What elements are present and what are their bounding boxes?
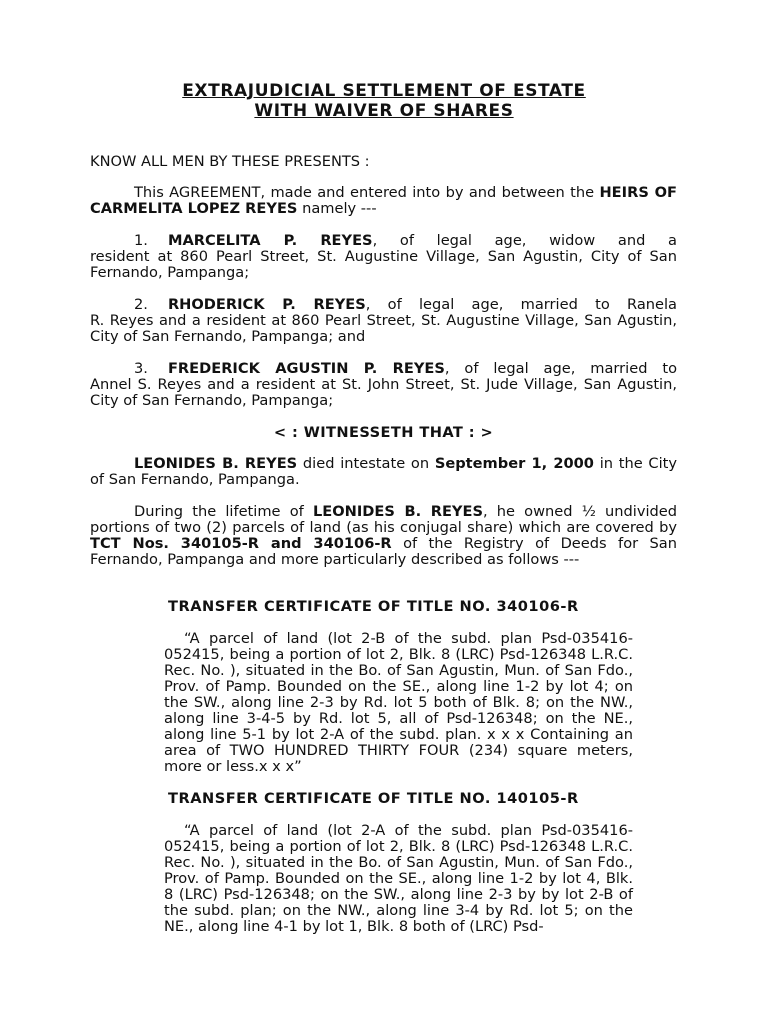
death-text-2: in the City of San Fernando, Pampanga. xyxy=(90,455,677,488)
agreement-paragraph xyxy=(90,185,677,217)
party-3-desc-line1: , of legal age, married to xyxy=(444,360,677,377)
lifetime-text-2: , he owned ½ undivided portions of two (2) parcels of land (as his conjugal share) which are covered by xyxy=(90,503,678,536)
death-paragraph xyxy=(90,456,677,488)
party-2-number: 2. xyxy=(134,296,148,313)
tct2-heading: TRANSFER CERTIFICATE OF TITLE NO. 140105-R xyxy=(168,790,579,807)
party-3-paragraph xyxy=(90,361,677,409)
tct1-text: “A parcel of land (lot 2-B of the subd. plan Psd-035416-052415, being a portion of lot 2, Blk. 8 (LRC) Psd-126348 L.R.C. Rec. No. ), situated in the Bo. of San Agustin, Mun. of San Fdo., Prov. of Pamp. Bounded on the SE., along line 1-2 by lot 4; on the SW., along line 2-3 by Rd. lot 5 both of Blk. 8; on the NW., along line 3-4-5 by Rd. lot 5, all of Psd-126348; on the NE., along line 5-1 by lot 2-A of the subd. plan. x x x Containing an area of TWO HUNDRED THIRTY FOUR (234) square meters, more or less.x x x” xyxy=(164,630,633,775)
namely-text: namely --- xyxy=(302,200,377,217)
witnesseth-heading: < : WITNESSETH THAT : > xyxy=(273,424,494,441)
intro-line: KNOW ALL MEN BY THESE PRESENTS : xyxy=(90,153,370,170)
tct2-description xyxy=(164,823,633,935)
lifetime-name: LEONIDES B. REYES xyxy=(312,503,483,520)
agreement-text: This AGREEMENT, made and entered into by and between the xyxy=(134,184,595,201)
tct1-heading: TRANSFER CERTIFICATE OF TITLE NO. 340106-R xyxy=(168,598,579,615)
party-2-paragraph xyxy=(90,297,677,345)
party-1-desc: resident at 860 Pearl Street, St. Augustine Village, San Agustin, City of San Fernando, Pampanga; xyxy=(90,248,677,281)
party-3-number: 3. xyxy=(134,360,148,377)
death-date: September 1, 2000 xyxy=(434,455,594,472)
tct-numbers: TCT Nos. 340105-R and 340106-R xyxy=(90,535,392,552)
party-2-desc-line1: , of legal age, married to Ranela xyxy=(365,296,677,313)
lifetime-text-3: of the Registry of Deeds for San Fernando, Pampanga and more particularly described as follows --- xyxy=(90,535,677,568)
document-title-line1: EXTRAJUDICIAL SETTLEMENT OF ESTATE xyxy=(182,81,586,101)
document-title-line2: WITH WAIVER OF SHARES xyxy=(254,101,514,121)
party-1-number: 1. xyxy=(134,232,148,249)
party-2-name: RHODERICK P. REYES xyxy=(167,296,366,313)
lifetime-paragraph xyxy=(90,504,677,568)
tct1-description xyxy=(164,631,633,775)
heirs-name: HEIRS OF CARMELITA LOPEZ REYES xyxy=(90,184,678,217)
party-3-name: FREDERICK AGUSTIN P. REYES xyxy=(167,360,445,377)
decedent-name: LEONIDES B. REYES xyxy=(134,455,298,472)
death-text-1: died intestate on xyxy=(302,455,430,472)
tct2-text: “A parcel of land (lot 2-A of the subd. plan Psd-035416-052415, being a portion of lot 2, Blk. 8 (LRC) Psd-126348 L.R.C. Rec. No. ), situated in the Bo. of San Agustin, Mun. of San Fdo., Prov. of Pamp. Bounded on the SE., along line 1-2 by lot 4, Blk. 8 (LRC) Psd-126348; on the SW., along line 2-3 by by lot 2-B of the subd. plan; on the NW., along line 3-4 by Rd. lot 5; on the NE., along line 4-1 by lot 1, Blk. 8 both of (LRC) Psd- xyxy=(164,822,633,935)
lifetime-text-1: During the lifetime of xyxy=(134,503,304,520)
party-1-name: MARCELITA P. REYES xyxy=(167,232,373,249)
party-1-paragraph xyxy=(90,233,677,281)
party-3-desc: Annel S. Reyes and a resident at St. John Street, St. Jude Village, San Agustin, City of San Fernando, Pampanga; xyxy=(90,376,677,409)
party-2-desc: R. Reyes and a resident at 860 Pearl Street, St. Augustine Village, San Agustin, City of San Fernando, Pampanga; and xyxy=(90,312,677,345)
party-1-desc-line1: , of legal age, widow and a xyxy=(372,232,677,249)
